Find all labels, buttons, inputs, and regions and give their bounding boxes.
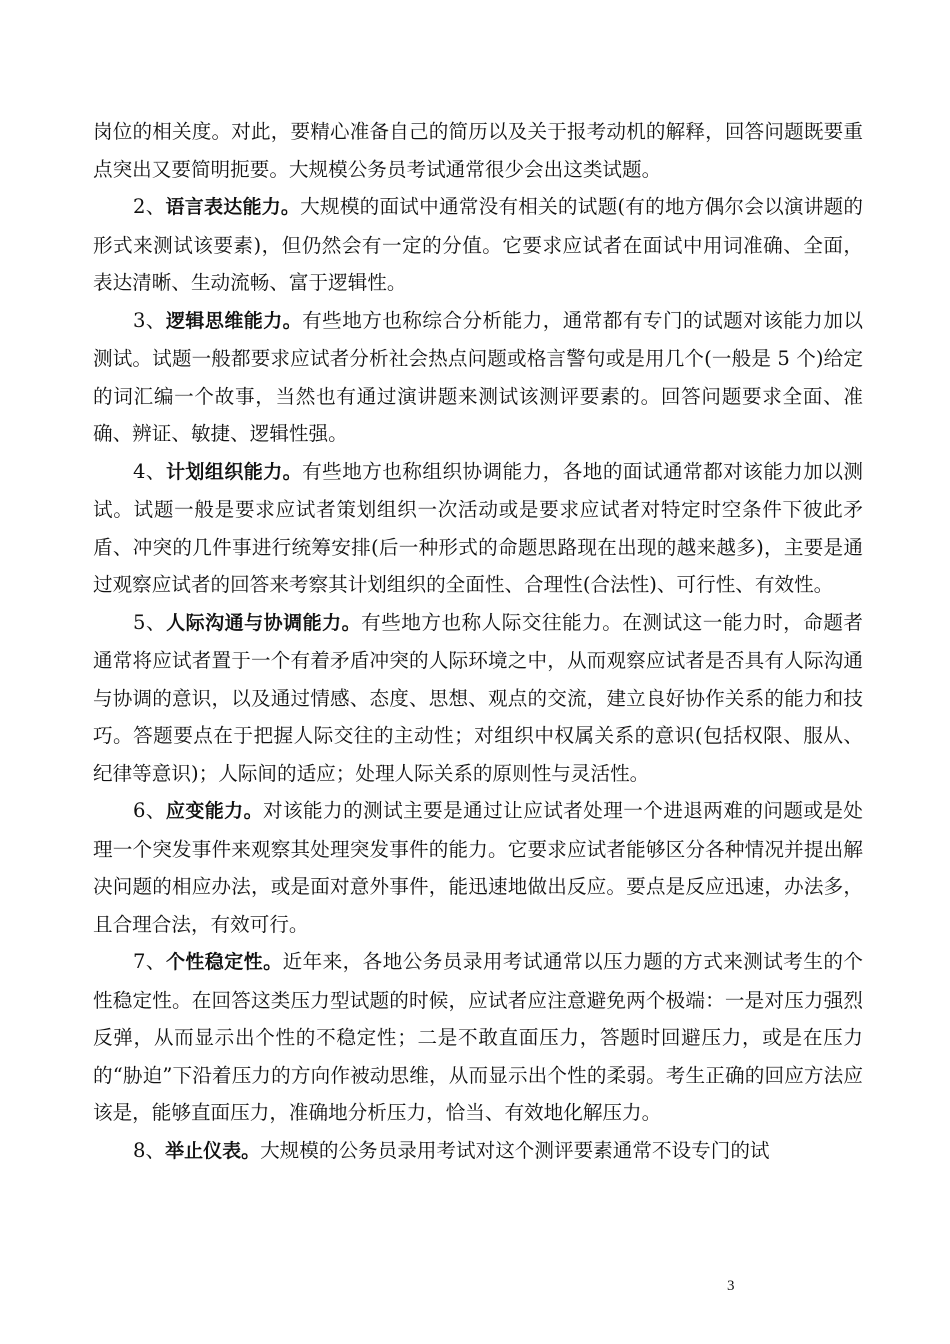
section-number: 5、 bbox=[133, 610, 167, 634]
section-heading: 个性稳定性。 bbox=[165, 951, 283, 973]
section-number: 8、 bbox=[133, 1138, 166, 1162]
document-body bbox=[93, 113, 863, 1170]
section-heading: 计划组织能力。 bbox=[165, 460, 303, 483]
page-number: 3 bbox=[727, 1278, 735, 1294]
section-heading: 举止仪表。 bbox=[165, 1139, 261, 1162]
section-heading: 应变能力。 bbox=[165, 800, 264, 822]
intro-paragraph: 岗位的相关度。对此，要精心准备自己的简历以及关于报考动机的解释，回答问题既要重点突出又要简明扼要。大规模公务员考试通常很少会出这类试题。 bbox=[93, 120, 863, 181]
section-paragraph-2 bbox=[93, 188, 863, 302]
section-number: 3、 bbox=[133, 308, 166, 332]
section-body: 大规模的面试中通常没有相关的试题(有的地方偶尔会以演讲题的形式来测试该要素)，但仍然会有一定的分值。它要求应试者在面试中用词准确、全面，表达清晰、生动流畅、富于逻辑性。 bbox=[93, 195, 863, 294]
section-number: 4、 bbox=[133, 459, 166, 483]
section-number: 6、 bbox=[133, 799, 166, 822]
section-heading: 人际沟通与协调能力。 bbox=[166, 611, 362, 634]
section-body: 有些地方也称组织协调能力，各地的面试通常都对该能力加以测试。试题一般是要求应试者策划组织一次活动或是要求应试者对特定时空条件下彼此矛盾、冲突的几件事进行统筹安排(后一种形式的命题思路现在出现的越来越多)，主要是通过观察应试者的回答来考察其计划组织的全面性、合理性(合法性)、可行性、有效性。 bbox=[93, 459, 863, 596]
section-paragraph-3 bbox=[93, 302, 863, 453]
section-body: 对该能力的测试主要是通过让应试者处理一个进退两难的问题或是处理一个突发事件来观察其处理突发事件的能力。它要求应试者能够区分各种情况并提出解决问题的相应办法，或是面对意外事件，能迅速地做出反应。要点是反应迅速，办法多，且合理合法，有效可行。 bbox=[93, 799, 863, 936]
section-heading: 语言表达能力。 bbox=[165, 196, 301, 218]
section-body: 有些地方也称人际交往能力。在测试这一能力时，命题者通常将应试者置于一个有着矛盾冲突的人际环境之中，从而观察应试者是否具有人际沟通与协调的意识，以及通过情感、态度、思想、观点的交流，建立良好协作关系的能力和技巧。答题要点在于把握人际交往的主动性；对组织中权属关系的意识(包括权限、服从、纪律等意识)；人际间的适应；处理人际关系的原则性与灵活性。 bbox=[93, 610, 864, 785]
section-paragraph-4 bbox=[93, 453, 863, 604]
section-number: 7、 bbox=[133, 950, 166, 973]
section-paragraph-7 bbox=[93, 943, 863, 1132]
section-number: 2、 bbox=[133, 195, 166, 218]
section-paragraph-6 bbox=[93, 792, 863, 943]
section-paragraph-8 bbox=[93, 1132, 863, 1171]
section-body: 近年来，各地公务员录用考试通常以压力题的方式来测试考生的个性稳定性。在回答这类压力型试题的时候，应试者应注意避免两个极端：一是对压力强烈反弹，从而显示出个性的不稳定性；二是不敢直面压力，答题时回避压力，或是在压力的“胁迫”下沿着压力的方向作被动思维，从而显示出个性的柔弱。考生正确的回应方法应该是，能够直面压力，准确地分析压力，恰当、有效地化解压力。 bbox=[93, 950, 863, 1124]
section-paragraph-5 bbox=[93, 604, 863, 793]
section-body: 有些地方也称综合分析能力，通常都有专门的试题对该能力加以测试。试题一般都要求应试者分析社会热点问题或格言警句或是用几个(一般是 5 个)给定的词汇编一个故事，当然也有通过演讲题来测试该测评要素的。回答问题要求全面、准确、辨证、敏捷、逻辑性强。 bbox=[93, 308, 863, 445]
section-body: 大规模的公务员录用考试对这个测评要素通常不设专门的试 bbox=[260, 1138, 770, 1162]
section-heading: 逻辑思维能力。 bbox=[165, 309, 303, 332]
